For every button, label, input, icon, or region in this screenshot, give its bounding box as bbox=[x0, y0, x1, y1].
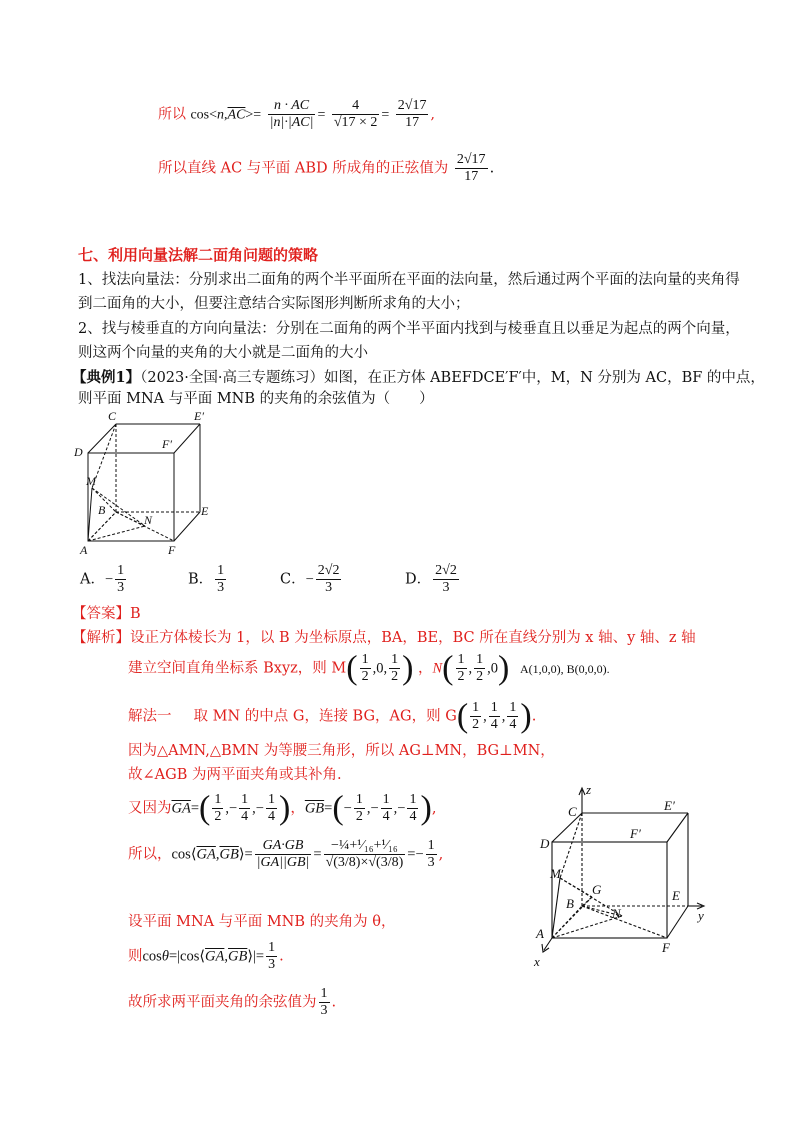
top-frac1: $\frac{n \cdot AC}{|n|\cdot|AC|}$ bbox=[269, 98, 314, 130]
fig1-label-b: B bbox=[98, 503, 106, 517]
analysis-line5: 故∠AGB 为两平面夹角或其补角. bbox=[128, 767, 342, 783]
fig2-label-a: A bbox=[536, 926, 544, 941]
section-title: 七、利用向量法解二面角问题的策略 bbox=[78, 246, 319, 264]
option-b[interactable]: B． $\frac{1}{3}$ bbox=[188, 563, 225, 595]
option-a[interactable]: A．− $\frac{1}{3}$ bbox=[80, 563, 125, 595]
section-p2a: 2、找与棱垂直的方向向量法：分别在二面角的两个半平面内找到与棱垂直且以垂足为起点的两个向量， bbox=[78, 321, 740, 337]
analysis-vectors: 又因为$\overline{GA}=$( $\frac{1}{2}$ ,− $\frac{1}{4}$ ,− $\frac{1}{4}$ )，$\overline{GB}=(-$ $\frac{1}{2}$ ,− $\frac{1}{4}$ ,− $\frac{1}{4}$ ), bbox=[128, 789, 437, 827]
fig2-label-c: C bbox=[568, 804, 577, 819]
fig1-label-f1: F′ bbox=[162, 437, 172, 451]
answer-value: B bbox=[130, 606, 141, 622]
analysis-method-one: 解法一 取 MN 的中点 G，连接 BG，AG，则 G( $\frac{1}{2}$ , $\frac{1}{4}$ , $\frac{1}{4}$ ). bbox=[128, 697, 537, 735]
fig2-label-f1: F′ bbox=[630, 826, 641, 841]
analysis-final: 故所求两平面夹角的余弦值为 $\frac{1}{3}$ . bbox=[128, 986, 337, 1018]
fig1-label-c: C bbox=[108, 409, 117, 423]
top-sine-frac: $\frac{2√17}{17}$ bbox=[456, 152, 486, 184]
fig2-label-b: B bbox=[566, 896, 574, 911]
fig2-label-z: z bbox=[586, 782, 592, 797]
answer-line bbox=[72, 604, 141, 624]
fig2-label-x: x bbox=[534, 954, 540, 969]
top-n-vec: n bbox=[217, 107, 225, 123]
section-p1b: 到二面角的大小，但要注意结合实际图形判断所求角的大小； bbox=[78, 296, 470, 312]
analysis-cos-calc: 所以，$\cos⟨\overline{GA},\overline{GB}⟩=$ $\frac{GA\cdot GB}{|GA||GB|}$ = $\frac{\text{−¼+¹⁄₁₆+¹⁄₁₆}}{√(3/8)\times√(3/8)}$ =− $\frac{1}{3}$ , bbox=[128, 838, 444, 870]
example-question: 则平面 MNA 与平面 MNB 的夹角的余弦值为（ ） bbox=[78, 391, 434, 407]
fig2-label-e1: E′ bbox=[664, 798, 675, 813]
analysis-line4: 因为△AMN,△BMN 为等腰三角形，所以 AG⊥MN，BG⊥MN， bbox=[128, 743, 555, 759]
top-frac2: $\frac{4}{√17 \times 2}$ bbox=[333, 98, 378, 130]
top-cos-prefix: 所以 bbox=[158, 106, 186, 123]
fig2-label-m: M bbox=[550, 866, 561, 881]
cube-figure-2 bbox=[530, 780, 720, 970]
analysis-cos-theta: 则$\cos\theta=|\cos⟨\overline{GA},\overline{GB}⟩|=$ $\frac{1}{3}$ . bbox=[128, 940, 284, 972]
cube-figure-2-svg bbox=[530, 780, 720, 970]
fig2-label-e: E bbox=[672, 888, 680, 903]
option-d[interactable]: D． $\frac{2√2}{3}$ bbox=[405, 563, 457, 595]
fig1-label-m: M bbox=[86, 474, 96, 488]
fig1-label-e: E bbox=[201, 504, 209, 518]
top-frac3: $\frac{2√17}{17}$ bbox=[397, 98, 427, 130]
top-ac-vec: $\overline{AC}$ bbox=[227, 107, 246, 123]
top-cos-line: 所以 $\cos<n,\overline{AC}>=$ $\frac{n \cdot AC}{|n|\cdot|AC|}$ = $\frac{4}{√17 \times 2}$ = $\frac{2√17}{17}$ , bbox=[158, 98, 435, 130]
fig2-label-f: F bbox=[662, 940, 670, 955]
example-tag: 【典例1】 bbox=[72, 369, 141, 386]
answer-tag: 【答案】 bbox=[72, 606, 130, 622]
fig2-label-n: N bbox=[612, 906, 621, 921]
cube-figure-1 bbox=[70, 408, 220, 558]
fig1-label-a: A bbox=[80, 543, 88, 557]
section-p1a: 1、找法向量法：分别求出二面角的两个半平面所在平面的法向量，然后通过两个平面的法向量的夹角得 bbox=[78, 272, 740, 288]
fig2-label-d: D bbox=[540, 836, 550, 851]
fig2-label-g: G bbox=[592, 882, 602, 897]
example-line1 bbox=[72, 368, 765, 388]
fig1-label-e1: E′ bbox=[194, 409, 204, 423]
option-c[interactable]: C．− $\frac{2√2}{3}$ bbox=[280, 563, 340, 595]
analysis-line1: 【解析】设正方体棱长为 1，以 B 为坐标原点，BA，BE，BC 所在直线分别为 x 轴、y 轴、z 轴 bbox=[72, 630, 696, 646]
analysis-tag: 【解析】 bbox=[72, 630, 130, 646]
top-sine-text: 所以直线 AC 与平面 ABD 所成角的正弦值为 bbox=[158, 160, 449, 177]
fig1-label-d: D bbox=[74, 445, 83, 459]
example-source: （2023·全国·高三专题练习）如图，在正方体 ABEFDCE′F′中，M，N 分别为 AC，BF 的中点， bbox=[140, 370, 765, 386]
cube-figure-1-svg bbox=[70, 408, 220, 558]
analysis-line2: 建立空间直角坐标系 Bxyz，则 M( $\frac{1}{2}$ ,0, $\frac{1}{2}$ ) ，N( $\frac{1}{2}$ , $\frac{1}{2}$ ,0) A(1,0,0), B(0,0,0). bbox=[128, 649, 610, 687]
fig2-label-y: y bbox=[698, 908, 704, 923]
fig1-label-n: N bbox=[144, 513, 153, 527]
analysis-line8: 设平面 MNA 与平面 MNB 的夹角为 θ， bbox=[128, 914, 396, 930]
section-p2b: 则这两个向量的夹角的大小就是二面角的大小 bbox=[78, 345, 368, 361]
top-sine-line: 所以直线 AC 与平面 ABD 所成角的正弦值为 $\frac{2√17}{17}$ . bbox=[158, 152, 495, 184]
fig1-label-f: F bbox=[168, 543, 176, 557]
